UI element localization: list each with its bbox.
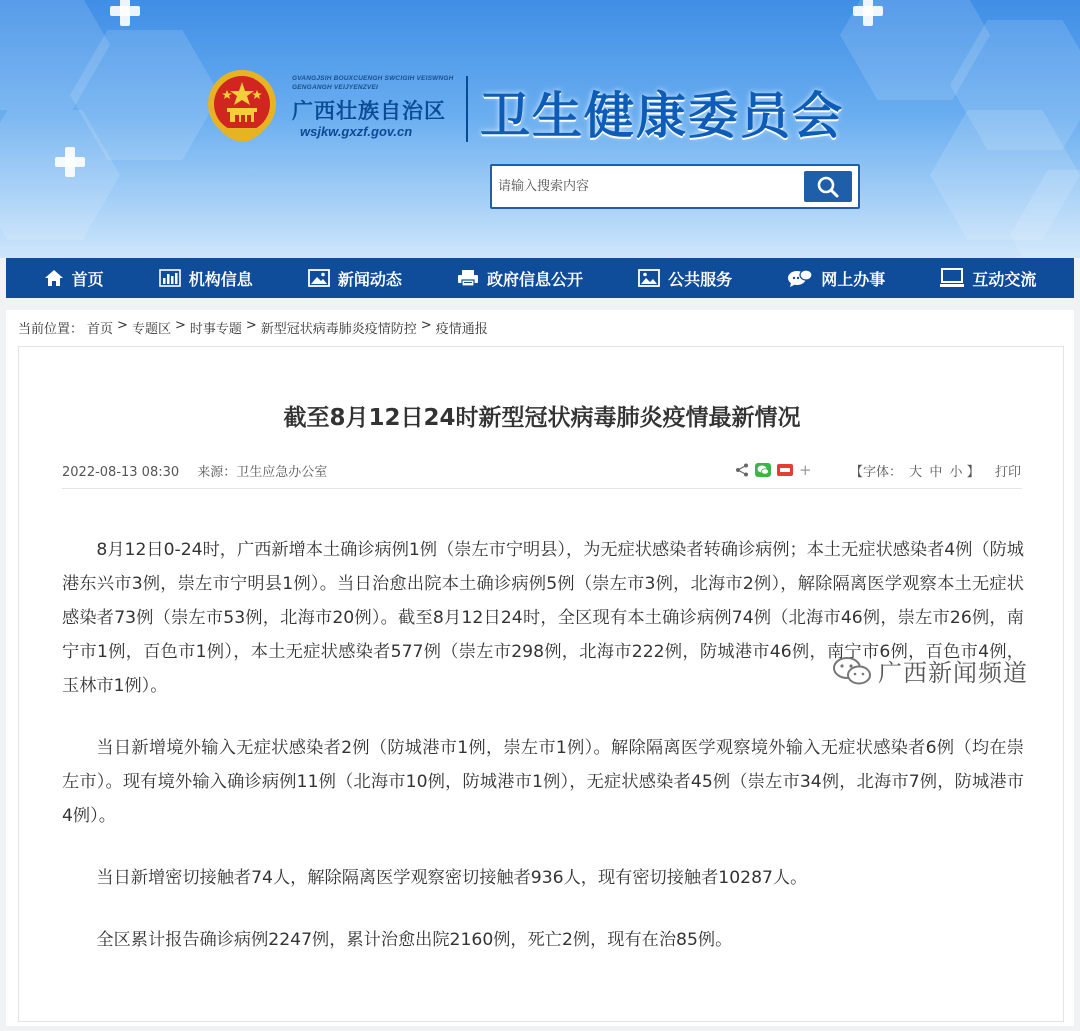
- breadcrumb-item-current-affairs[interactable]: 时事专题: [189, 322, 242, 337]
- picture-icon: [638, 269, 660, 287]
- main-nav: [6, 258, 1074, 298]
- search-box: [490, 164, 860, 209]
- watermark-text: 广西新闻频道: [878, 659, 1028, 687]
- font-size-label: 【字体：: [850, 465, 903, 480]
- nav-item-news[interactable]: [308, 267, 402, 290]
- article-paragraph: 当日新增密切接触者74人，解除隔离医学观察密切接触者936人，现有密切接触者10287人。: [96, 868, 808, 888]
- breadcrumb-item-covid-control[interactable]: 新型冠状病毒肺炎疫情防控: [260, 322, 417, 337]
- article-meta: [62, 461, 327, 480]
- breadcrumb-separator: >: [174, 318, 186, 333]
- image-icon: [308, 269, 330, 287]
- channel-watermark: [832, 653, 1028, 688]
- org-minority-language-text: GVANGJSIH BOUXCUENGH SWCIGIH VEISWNGH GENGANGH VEIJYENZVEI: [292, 75, 454, 91]
- share-icon[interactable]: [735, 463, 749, 477]
- breadcrumb-prefix: 当前位置：: [18, 322, 84, 337]
- breadcrumb: [18, 318, 492, 337]
- nav-item-online-service[interactable]: [787, 267, 885, 290]
- site-title: 卫生健康委员会: [480, 87, 844, 145]
- nav-item-label: 网上办事: [821, 269, 886, 289]
- article-paragraph: 全区累计报告确诊病例2247例，累计治愈出院2160例，死亡2例，现有在治85例。: [96, 930, 733, 950]
- font-size-small-button[interactable]: 小: [949, 465, 963, 480]
- bar-chart-icon: [159, 269, 181, 287]
- article-title: 截至8月12日24时新型冠状病毒肺炎疫情最新情况: [283, 405, 801, 431]
- nav-item-interaction[interactable]: [940, 267, 1036, 290]
- search-button[interactable]: [804, 171, 852, 202]
- article-paragraph: 8月12日0-24时，广西新增本土确诊病例1例（崇左市宁明县），为无症状感染者转确诊病例；本土无症状感染者4例（防城港东兴市3例，崇左市宁明县1例）。当日治愈出院本土确诊病例5例（崇左市3例，北海市2例），解除隔离医学观察本土无症状感染者73例（崇左市53例，北海市20例）。截至8月12日24时，全区现有本土确诊病例74例（北海市46例，崇左市26例，南宁市1例，百色市1例），本土无症状感染者577例（崇左市298例，北海市222例，防城港市46例，南宁市6例，百色市4例，玉林市1例）。: [62, 540, 1024, 696]
- national-emblem-logo: [205, 68, 279, 144]
- nav-item-home[interactable]: [44, 267, 104, 290]
- nav-item-public-service[interactable]: [638, 267, 732, 290]
- breadcrumb-separator: >: [245, 318, 257, 333]
- breadcrumb-item-epidemic-report[interactable]: 疫情通报: [435, 322, 488, 337]
- decor-cross-icon: [110, 0, 140, 26]
- nav-item-label: 机构信息: [188, 269, 253, 289]
- article-source: 来源：卫生应急办公室: [197, 465, 328, 480]
- font-size-medium-button[interactable]: 中: [929, 465, 943, 480]
- nav-item-label: 公共服务: [668, 269, 733, 289]
- breadcrumb-separator: >: [117, 318, 128, 333]
- article-body: [62, 533, 1024, 985]
- wechat-share-icon[interactable]: [755, 463, 771, 477]
- font-size-control: [850, 461, 980, 480]
- decor-cross-icon: [55, 147, 85, 177]
- header-banner: [0, 0, 1080, 258]
- nav-item-org-info[interactable]: [159, 267, 253, 290]
- printer-icon: [457, 269, 479, 287]
- header-divider: [466, 76, 468, 142]
- weibo-share-icon[interactable]: [777, 464, 793, 476]
- font-size-large-button[interactable]: 大: [909, 465, 923, 480]
- decor-cross-icon: [853, 0, 883, 26]
- breadcrumb-item-home[interactable]: 首页: [87, 322, 114, 337]
- meta-divider: [62, 488, 1022, 489]
- article-date: 2022-08-13 08:30: [62, 465, 180, 480]
- article-paragraph: 当日新增境外输入无症状感染者2例（防城港市1例，崇左市1例）。解除隔离医学观察境外输入无症状感染者6例（均在崇左市）。现有境外输入确诊病例11例（北海市10例，防城港市1例），无症状感染者45例（崇左市34例，北海市7例，防城港市4例）。: [62, 738, 1024, 826]
- org-domain: wsjkw.gxzf.gov.cn: [300, 124, 413, 139]
- share-more-icon[interactable]: +: [799, 461, 812, 479]
- chat-icon: [787, 268, 813, 288]
- font-size-close: 】: [966, 465, 980, 480]
- wechat-icon: [832, 656, 872, 686]
- search-icon: [816, 175, 840, 199]
- share-tools: [735, 461, 812, 479]
- nav-item-gov-info[interactable]: [457, 267, 583, 290]
- nav-item-label: 新闻动态: [337, 269, 402, 289]
- nav-item-label: 政府信息公开: [486, 269, 583, 289]
- monitor-icon: [940, 268, 964, 288]
- home-icon: [44, 269, 64, 287]
- breadcrumb-item-topics[interactable]: 专题区: [131, 322, 171, 337]
- nav-item-label: 互动交流: [972, 269, 1037, 289]
- print-button[interactable]: 打印: [995, 465, 1022, 480]
- nav-item-label: 首页: [71, 269, 104, 289]
- breadcrumb-separator: >: [420, 318, 432, 333]
- search-input[interactable]: [498, 172, 808, 201]
- org-name: 广西壮族自治区: [292, 99, 446, 123]
